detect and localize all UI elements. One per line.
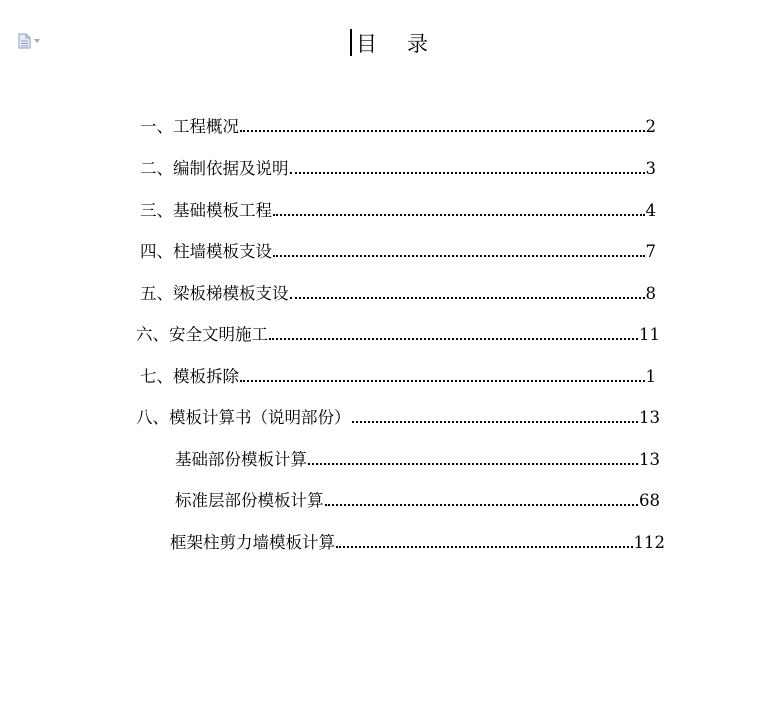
toc-dot-leader <box>240 130 645 132</box>
toc-entry-page: 11 <box>639 325 660 344</box>
toc-entry-label: 八、模板计算书（说明部份） <box>136 408 351 427</box>
toc-heading <box>0 28 778 58</box>
toc-dot-leader <box>273 255 645 257</box>
toc-entry-page: 13 <box>639 408 660 427</box>
toc-entry-label: 二、编制依据及说明 <box>140 159 289 178</box>
toc-dot-leader <box>273 214 645 216</box>
toc-entry[interactable] <box>170 530 665 554</box>
toc-entry-label: 三、基础模板工程 <box>140 201 272 220</box>
toc-entry[interactable] <box>175 447 660 471</box>
toc-entry[interactable] <box>140 364 656 388</box>
toc-entry-label: 一、工程概况 <box>140 117 239 136</box>
toc-entry-page: 68 <box>639 491 660 510</box>
toc-dot-leader <box>269 338 638 340</box>
toc-entry-page: 3 <box>645 159 656 178</box>
toc-dot-leader <box>240 380 645 382</box>
toc-entry[interactable] <box>140 156 656 180</box>
toc-entry-label: 五、梁板梯模板支设 <box>140 284 289 303</box>
title-char-1: 目 <box>356 32 377 56</box>
toc-entry-label: 框架柱剪力墙模板计算 <box>170 533 335 552</box>
toc-dot-leader <box>352 421 639 423</box>
toc-entry-page: 1 <box>645 367 656 386</box>
toc-entry-label: 六、安全文明施工 <box>136 325 268 344</box>
toc-entry-label: 标准层部份模板计算 <box>175 491 324 510</box>
toc-entry-page: 2 <box>645 117 656 136</box>
toc-entry-label: 四、柱墙模板支设 <box>140 242 272 261</box>
toc-entry[interactable] <box>136 405 660 429</box>
toc-entry-page: 4 <box>645 201 656 220</box>
toc-entry[interactable] <box>140 198 656 222</box>
text-cursor <box>350 29 352 56</box>
toc-dot-leader <box>290 172 645 174</box>
toc-entry[interactable] <box>175 488 660 512</box>
toc-dot-leader <box>336 546 633 548</box>
toc-dot-leader <box>290 297 645 299</box>
title-char-2: 录 <box>407 32 428 56</box>
toc-entry-page: 7 <box>645 242 656 261</box>
toc-dot-leader <box>308 463 638 465</box>
toc-entry-page: 13 <box>639 450 660 469</box>
toc-entry-page: 112 <box>633 533 665 552</box>
toc-dot-leader <box>325 504 639 506</box>
toc-entry[interactable] <box>136 322 660 346</box>
toc-entry-page: 8 <box>645 284 656 303</box>
toc-entry[interactable] <box>140 239 656 263</box>
toc-entry-label: 基础部份模板计算 <box>175 450 307 469</box>
toc-entry-label: 七、模板拆除 <box>140 367 239 386</box>
toc-entry[interactable] <box>140 114 656 138</box>
toc-entry[interactable] <box>140 281 656 305</box>
